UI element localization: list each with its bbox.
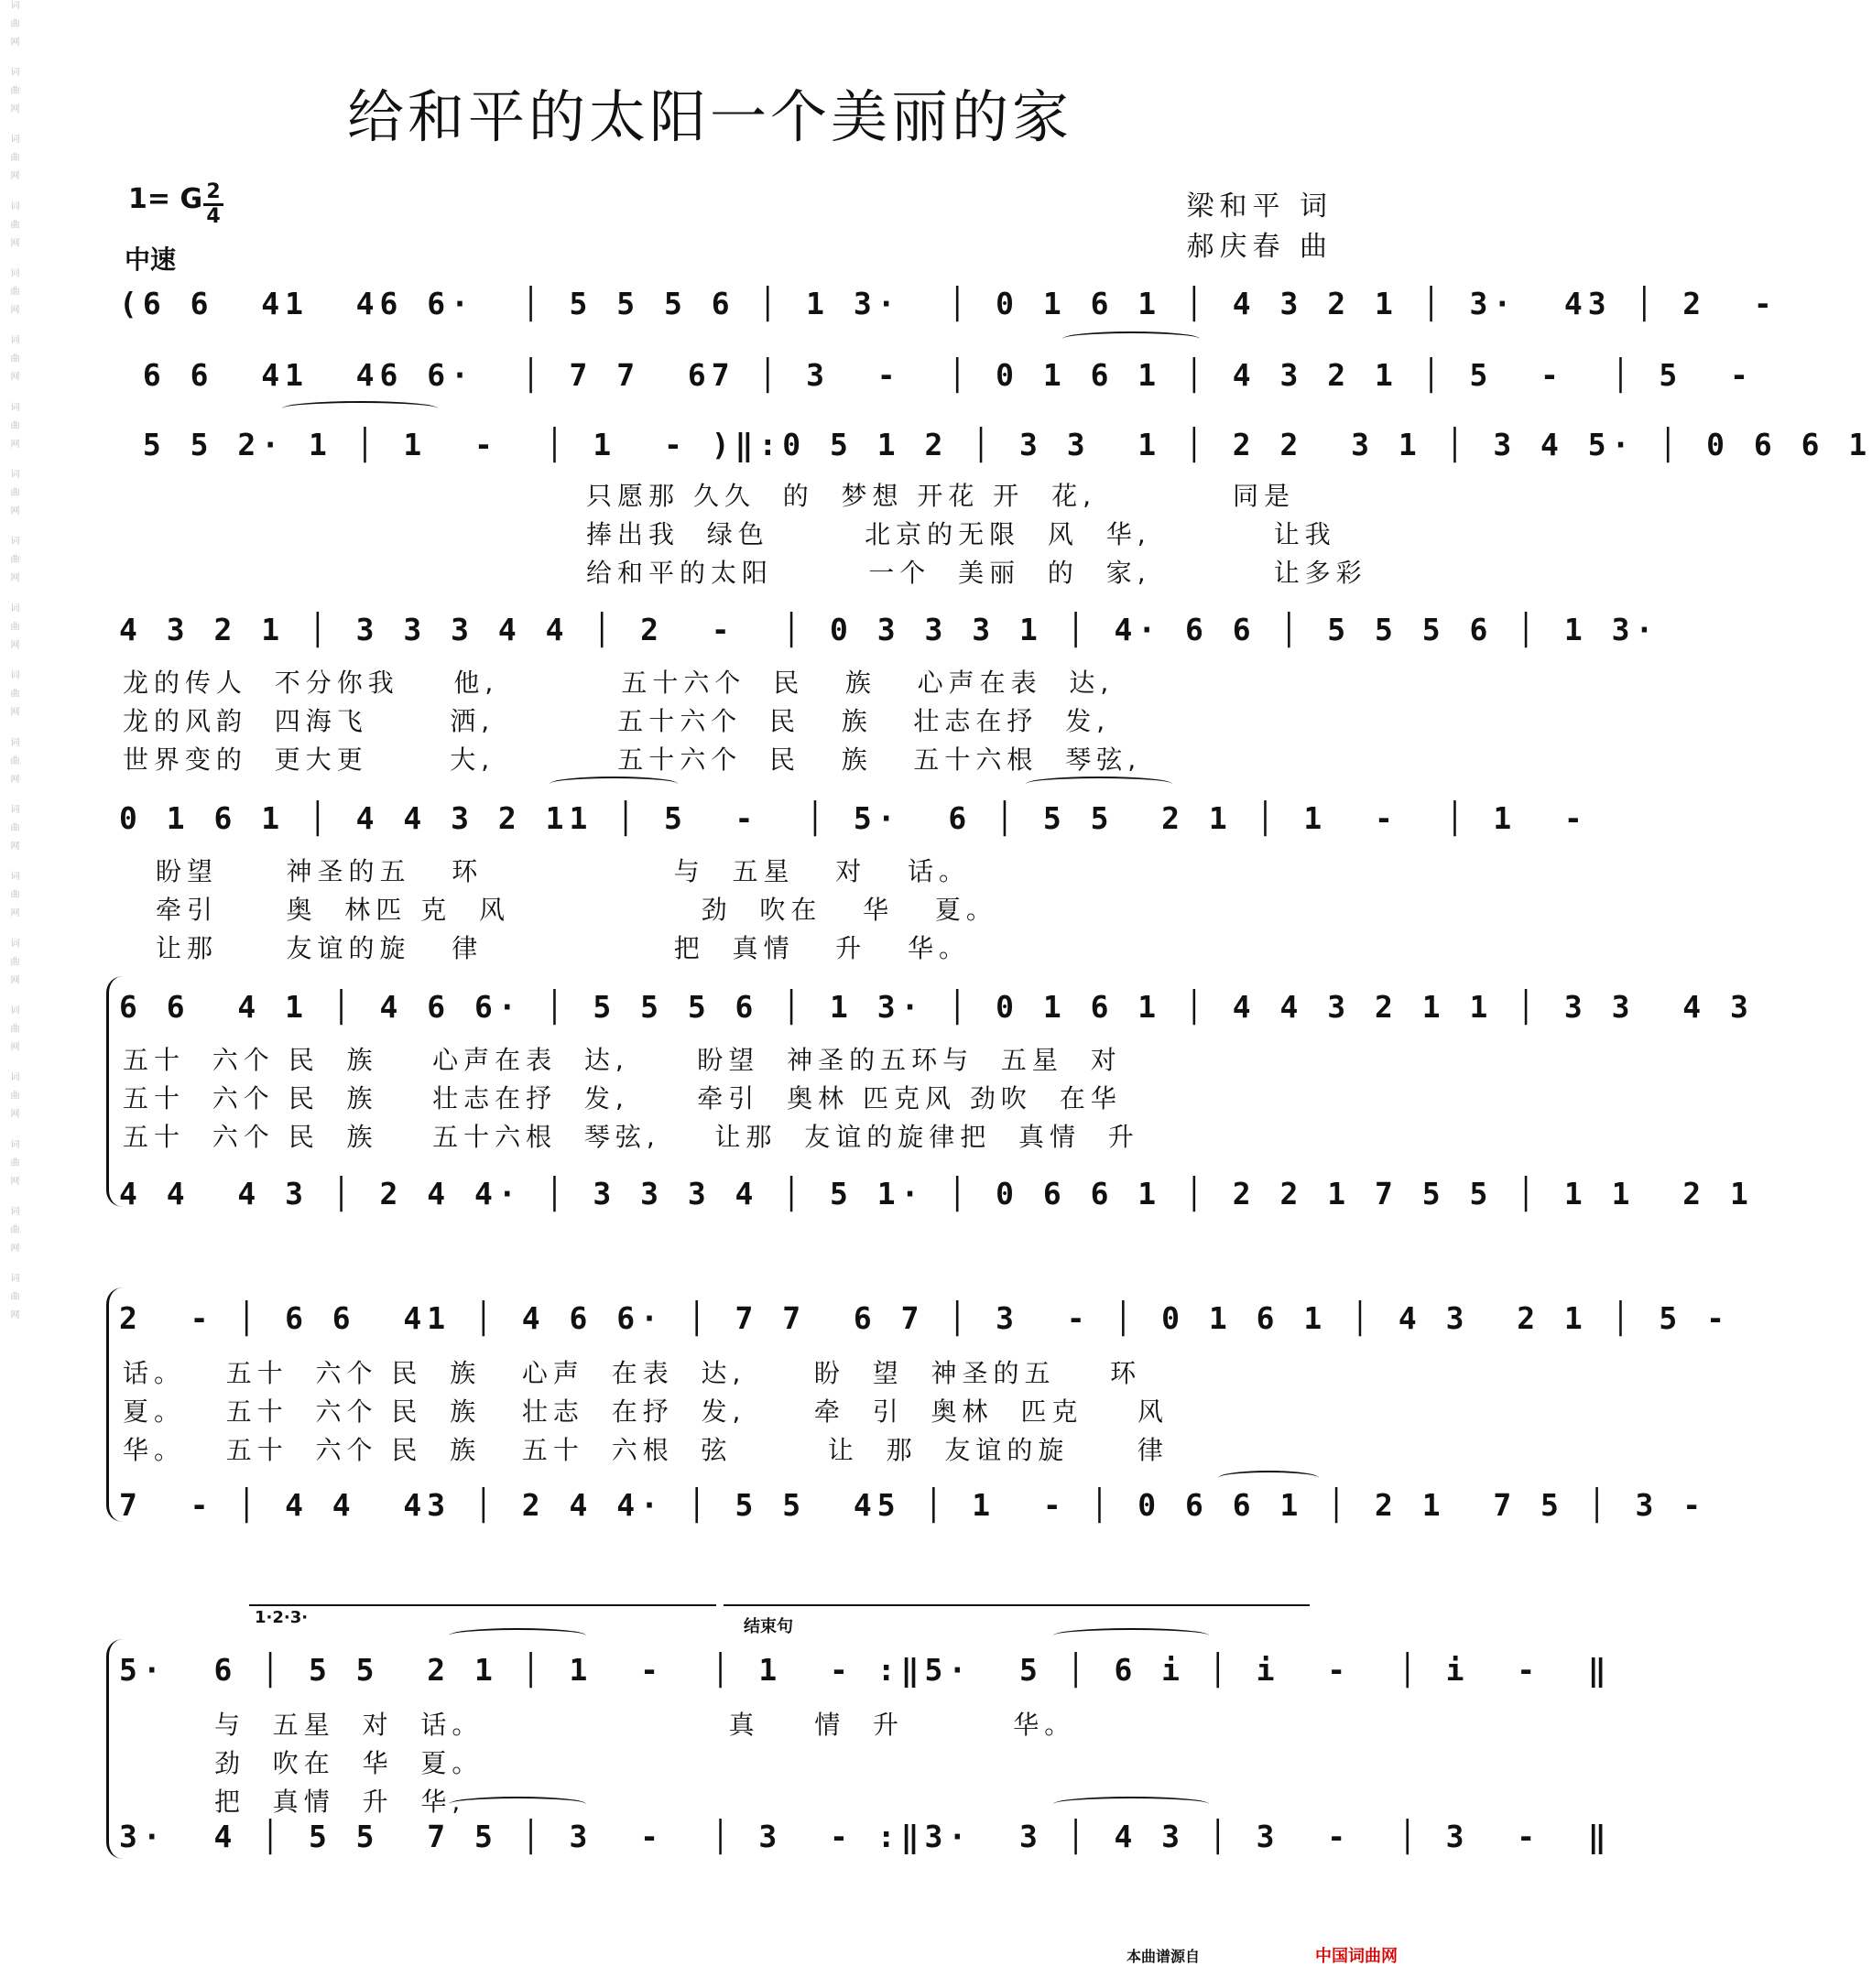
score-line-3: 5 5 2· 1 │ 1 - │ 1 - )‖:0 5 1 2 │ 3 3 1 │ 2 2 3 1 │ 3 4 5· │ 0 6 6 1 (119, 427, 1872, 462)
key-signature: 1= G (128, 183, 203, 215)
lyric-line: 五十 六个 民 族 五十六根 琴弦, 让那 友谊的旋律把 真情 升 (123, 1122, 1139, 1152)
lyric-line: 给和平的太阳 一个 美丽 的 家, 让多彩 (586, 558, 1367, 588)
lyric-line: 话。 五十 六个 民 族 心声 在表 达, 盼 望 神圣的五 环 (123, 1358, 1142, 1388)
lyric-line: 只愿那 久久 的 梦想 开花 开 花, 同是 (586, 481, 1296, 511)
slur (1218, 1471, 1319, 1485)
score-line-8-lower: 3· 4 │ 5 5 7 5 │ 3 - │ 3 - :‖3· 3 │ 4 3 │ 3 - │ 3 - ‖ (119, 1819, 1612, 1854)
lyricist-credit: 梁和平 词 (1186, 190, 1333, 223)
tempo-marking: 中速 (125, 244, 177, 275)
slur (1062, 331, 1200, 346)
score-line-2: 6 6 41 46 6· │ 7 7 67 │ 3 - │ 0 1 6 1 │ 4 3 2 1 │ 5 - │ 5 - (119, 357, 1778, 393)
composer-credit: 郝庆春 曲 (1186, 231, 1333, 263)
slur (1053, 1797, 1209, 1811)
volta-bracket (249, 1604, 716, 1606)
lyric-line: 世界变的 更大更 大, 五十六个 民 族 五十六根 琴弦, (123, 744, 1142, 775)
lyric-line: 让那 友谊的旋 律 把 真情 升 华。 (156, 933, 971, 963)
slur (550, 777, 678, 791)
lyric-line: 五十 六个 民 族 壮志在抒 发, 牵引 奥林 匹克风 劲吹 在华 (123, 1083, 1122, 1113)
song-title: 给和平的太阳一个美丽的家 (346, 83, 1072, 150)
lyric-line: 捧出我 绿色 北京的无限 风 华, 让我 (586, 519, 1336, 549)
side-watermark: 词曲网 词曲网 词曲网 词曲网 词曲网 词曲网 词曲网 词曲网 词曲网 词曲网 词曲网 词曲网 词曲网 词曲网 词曲网 词曲网 词曲网 词曲网 词曲网 词曲网 (8, 0, 18, 1329)
score-line-4: 4 3 2 1 │ 3 3 3 4 4 │ 2 - │ 0 3 3 3 1 │ 4· 6 6 │ 5 5 5 6 │ 1 3· (119, 612, 1660, 647)
lyric-line: 牵引 奥 林匹 克 风 劲 吹在 华 夏。 (156, 895, 997, 925)
site-name: 中国词曲网 (1315, 1947, 1398, 1966)
time-signature (203, 181, 223, 228)
score-line-6-lower: 4 4 4 3 │ 2 4 4· │ 3 3 3 4 │ 5 1· │ 0 6 6 1 │ 2 2 1 7 5 5 │ 1 1 2 1 (119, 1176, 1754, 1211)
score-line-6-upper: 6 6 4 1 │ 4 6 6· │ 5 5 5 6 │ 1 3· │ 0 1 6 1 │ 4 4 3 2 1 1 │ 3 3 4 3 (119, 989, 1754, 1025)
lyric-line: 把 真情 升 华, (214, 1787, 466, 1817)
lyric-line: 与 五星 对 话。 真 情 升 华。 (214, 1710, 1076, 1740)
slur (282, 401, 438, 416)
lyric-line: 龙的传人 不分你我 他, 五十六个 民 族 心声在表 达, (123, 668, 1115, 698)
score-line-5: 0 1 6 1 │ 4 4 3 2 11 │ 5 - │ 5· 6 │ 5 5 2 1 │ 1 - │ 1 - (119, 800, 1588, 836)
volta-label: 1·2·3· (255, 1608, 309, 1627)
lyric-line: 龙的风韵 四海飞 洒, 五十六个 民 族 壮志在抒 发, (123, 706, 1111, 736)
lyric-line: 五十 六个 民 族 心声在表 达, 盼望 神圣的五环与 五星 对 (123, 1045, 1122, 1075)
source-label: 本曲谱源自 (1126, 1948, 1200, 1965)
lyric-line: 华。 五十 六个 民 族 五十 六根 弦 让 那 友谊的旋 律 (123, 1435, 1169, 1465)
slur (449, 1797, 586, 1811)
time-signature-top: 2 (206, 180, 221, 203)
slur (449, 1628, 586, 1643)
score-line-8-upper: 5· 6 │ 5 5 2 1 │ 1 - │ 1 - :‖5· 5 │ 6 i │ i - │ i - ‖ (119, 1652, 1612, 1688)
lyric-line: 夏。 五十 六个 民 族 壮志 在抒 发, 牵 引 奥林 匹克 风 (123, 1396, 1169, 1427)
score-line-7-lower: 7 - │ 4 4 43 │ 2 4 4· │ 5 5 45 │ 1 - │ 0 6 6 1 │ 2 1 7 5 │ 3 - (119, 1487, 1707, 1523)
coda-label: 结束句 (744, 1617, 793, 1636)
slur (1026, 777, 1172, 791)
score-line-1: (6 6 41 46 6· │ 5 5 5 6 │ 1 3· │ 0 1 6 1 │ 4 3 2 1 │ 3· 43 │ 2 - (119, 286, 1801, 321)
time-signature-bottom: 4 (206, 205, 221, 228)
score-line-7-upper: 2 - │ 6 6 41 │ 4 6 6· │ 7 7 6 7 │ 3 - │ 0 1 6 1 │ 4 3 2 1 │ 5 - (119, 1300, 1731, 1336)
lyric-line: 盼望 神圣的五 环 与 五星 对 话。 (156, 856, 971, 886)
lyric-line: 劲 吹在 华 夏。 (214, 1748, 484, 1778)
coda-bracket (724, 1604, 1310, 1606)
slur (1053, 1628, 1209, 1643)
